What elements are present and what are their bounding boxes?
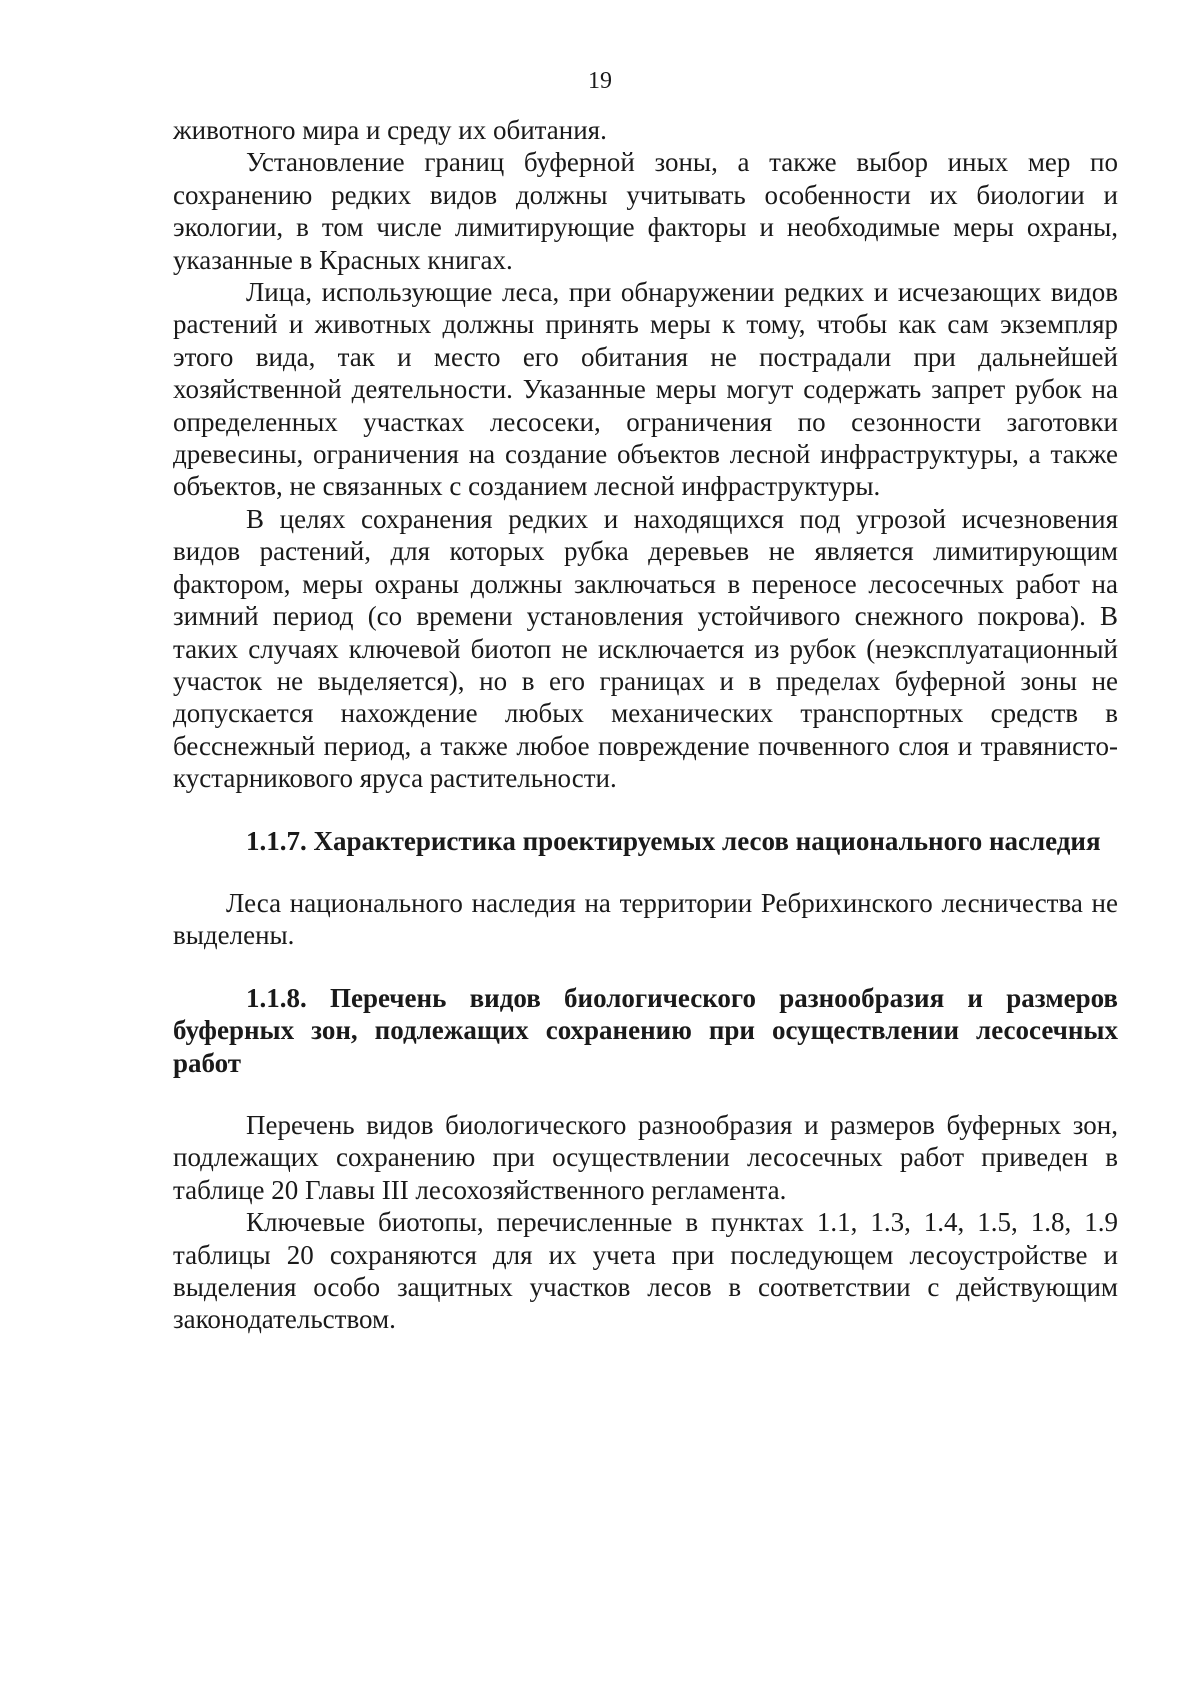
document-body — [173, 114, 1118, 1336]
paragraph-key-biotopes: Ключевые биотопы, перечисленные в пунктах 1.1, 1.3, 1.4, 1.5, 1.8, 1.9 таблицы 20 сохраняются для их учета при последующем лесоустройстве и выделения особо защитных участков лесов в соответствии с действующим законодательством. — [173, 1207, 1118, 1335]
paragraph-national-heritage: Леса национального наследия на территории Ребрихинского лесничества не выделены. — [173, 887, 1118, 951]
paragraph-buffer-zone: Установление границ буферной зоны, а также выбор иных мер по сохранению редких видов должны учитывать особенности их биологии и экологии, в том числе лимитирующие факторы и необходимые меры охраны, указанные в Красных книгах. — [173, 147, 1118, 275]
section-heading-1-1-7: 1.1.7. Характеристика проектируемых лесов национального наследия — [246, 825, 1101, 856]
page-number: 19 — [588, 68, 612, 94]
paragraph-biodiversity-list: Перечень видов биологического разнообразия и размеров буферных зон, подлежащих сохранению при осуществлении лесосечных работ приведен в таблице 20 Главы III лесохозяйственного регламента. — [173, 1109, 1118, 1205]
paragraph-rare-species: В целях сохранения редких и находящихся под угрозой исчезновения видов растений, для которых рубка деревьев не является лимитирующим фактором, меры охраны должны заключаться в переносе лесосечных работ на зимний период (со времени установления устойчивого снежного покрова). В таких случаях ключевой биотоп не исключается из рубок (неэксплуатационный участок не выделяется), но в его границах и в пределах буферной зоны не допускается нахождение любых механических транспортных средств в бесснежный период, а также любое повреждение почвенного слоя и травянисто-кустарникового яруса растительности. — [173, 503, 1118, 794]
paragraph-continuation: животного мира и среду их обитания. — [173, 115, 607, 145]
section-heading-1-1-8: 1.1.8. Перечень видов биологического разнообразия и размеров буферных зон, подлежащих сохранению при осуществлении лесосечных работ — [173, 982, 1118, 1078]
paragraph-forest-users: Лица, использующие леса, при обнаружении редких и исчезающих видов растений и животных должны принять меры к тому, чтобы как сам экземпляр этого вида, так и место его обитания не пострадали при дальнейшей хозяйственной деятельности. Указанные меры могут содержать запрет рубок на определенных участках лесосеки, ограничения по сезонности заготовки древесины, ограничения на создание объектов лесной инфраструктуры, а также объектов, не связанных с созданием лесной инфраструктуры. — [173, 277, 1118, 502]
